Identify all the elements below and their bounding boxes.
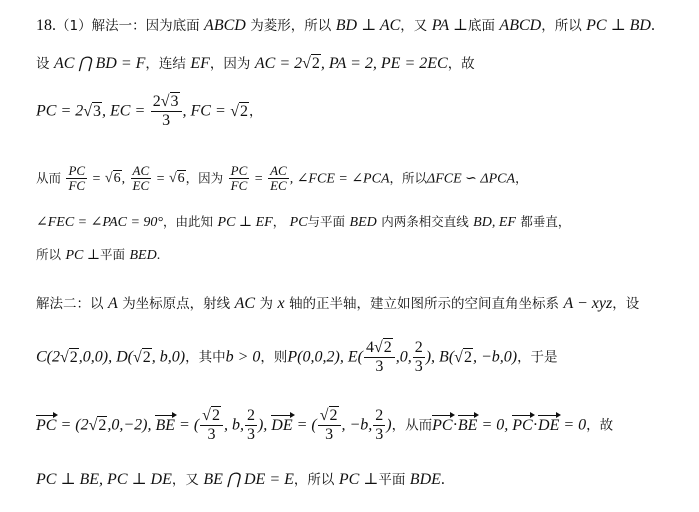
text: 所以	[36, 247, 62, 262]
fraction	[373, 408, 385, 443]
text: 为	[259, 296, 274, 312]
math: = 0	[559, 416, 587, 434]
math: PC = 2	[36, 102, 84, 120]
math: PC	[512, 416, 533, 434]
method-1-label: 解法一：	[91, 18, 146, 34]
math: 3	[162, 111, 171, 129]
fraction	[229, 164, 250, 193]
math: PC ⊥	[338, 471, 379, 488]
math: 3	[246, 425, 255, 443]
math: 2	[463, 348, 472, 366]
line-8: C(2√2,0,0), D(√2, b,0)，其中b > 0，则P(0,0,2), E( $\frac{4√2}{3}$ ,0, $\frac{2}{3}$ ), B(√2, −b,0)，于是	[36, 339, 558, 375]
text: 为坐标原点，射线	[122, 296, 231, 312]
math: AC	[132, 163, 150, 178]
text: 为菱形，所以	[250, 18, 332, 34]
fraction: $\frac{4√2}{3}$	[364, 340, 395, 375]
math: PC	[230, 163, 248, 178]
fraction	[66, 164, 87, 193]
math: ·	[532, 416, 539, 434]
math: , FC =	[182, 102, 226, 120]
math: =	[92, 171, 101, 187]
math: 2	[211, 407, 220, 424]
math: BED	[349, 215, 377, 230]
math: 2	[329, 407, 338, 424]
math: ΔFCE ∽ ΔPCA	[427, 171, 516, 187]
text: ，	[272, 214, 286, 229]
math: 3	[170, 93, 179, 110]
text: 平面	[100, 247, 126, 262]
math: AC ⋂ BD = F	[53, 55, 146, 72]
math: 2	[246, 407, 255, 424]
math: EF	[190, 55, 210, 72]
math: BE ⋂ DE = E	[203, 471, 294, 488]
fraction: $\frac{√2}{3}$	[200, 408, 223, 443]
math: , b,	[223, 416, 244, 434]
math: =	[156, 171, 165, 187]
fraction	[131, 164, 152, 193]
text: ，从而	[391, 417, 433, 434]
math: ), B(	[425, 348, 455, 366]
text: 从而	[36, 170, 62, 186]
math: x	[277, 295, 285, 312]
text: ，其中	[185, 349, 226, 366]
math: ABCD	[204, 17, 246, 34]
line-6	[36, 245, 160, 264]
math: 3	[207, 425, 216, 443]
part-label: （1）	[56, 18, 92, 34]
math: )	[386, 416, 392, 434]
text: 都垂直，	[520, 214, 571, 229]
math: BDE	[409, 471, 441, 488]
line-5	[36, 212, 570, 231]
text: ，于是	[517, 349, 558, 366]
math: BD, EF	[473, 215, 516, 230]
text: ，因为	[185, 170, 224, 186]
math: BD ⊥ AC	[335, 17, 401, 34]
math: 2	[414, 339, 423, 356]
math: EC	[132, 177, 150, 193]
math: =	[254, 171, 263, 187]
math: PC	[68, 163, 86, 178]
text: ，又	[171, 472, 199, 488]
math: PC ⊥	[65, 248, 101, 263]
math: BED	[129, 248, 157, 263]
text: 因为底面	[145, 18, 200, 34]
math: AC	[234, 295, 256, 312]
math: PC	[289, 215, 308, 230]
math: , −b,0)	[472, 348, 518, 366]
fraction: $\frac{2√3}{3}$	[151, 94, 182, 129]
math: A	[107, 295, 118, 312]
math: 3	[325, 425, 334, 443]
text: 以	[90, 296, 104, 312]
math: ,0,0), D(	[78, 348, 133, 366]
math: PC ⊥ BE, PC ⊥ DE	[36, 471, 172, 488]
math: 6	[113, 171, 121, 187]
math: 2	[69, 348, 78, 366]
text: ，由此知	[163, 214, 214, 229]
text: ，设	[612, 296, 640, 312]
math: ·	[452, 416, 458, 434]
line-1: 18.（1）解法一：因为底面 ABCD 为菱形，所以 BD ⊥ AC，又 PA ⊥底面 ABCD，所以 PC ⊥ BD.	[36, 17, 655, 34]
math: P(0,0,2), E(	[287, 348, 363, 366]
math: = (	[292, 416, 317, 434]
math: , EC =	[102, 102, 146, 120]
fraction	[268, 164, 289, 193]
math: PC	[432, 416, 453, 434]
math: 3	[93, 102, 102, 120]
text: 轴的正半轴，建立如图所示的空间直角坐标系	[289, 296, 560, 312]
fraction	[245, 408, 257, 443]
method-2-label: 解法二：	[36, 296, 90, 312]
math: PA ⊥	[431, 17, 468, 34]
math: = (2	[56, 416, 89, 434]
math: A − xyz	[563, 295, 613, 312]
text: 内两条相交直线	[381, 214, 469, 229]
math: b > 0	[225, 348, 261, 366]
math: DE	[271, 416, 293, 434]
text: .	[440, 471, 445, 488]
text: ，又	[400, 18, 428, 34]
math: ,0,	[395, 348, 412, 366]
line-7	[36, 292, 639, 313]
line-10	[36, 468, 445, 489]
text: 底面	[467, 18, 495, 34]
math: BE	[457, 416, 478, 434]
math: 2	[142, 348, 151, 366]
math: , b,0)	[151, 348, 186, 366]
math: 3	[414, 357, 423, 375]
math: DE	[538, 416, 560, 434]
line-2: 设 AC ⋂ BD = F，连结 EF，因为 AC = 2√2, PA = 2, PE = 2EC，故	[36, 55, 475, 72]
math: BE	[155, 416, 176, 434]
math: FC	[68, 177, 86, 193]
math: C(2	[36, 348, 60, 366]
math: 4	[365, 339, 374, 356]
math: PC	[36, 416, 57, 434]
math: , −b,	[341, 416, 373, 434]
text: 设	[36, 56, 50, 72]
math: 2	[383, 339, 392, 356]
math: 3	[375, 425, 384, 443]
text: ，故	[447, 56, 475, 72]
text: 与平面	[307, 214, 346, 229]
math: 2	[240, 102, 248, 120]
math: 2	[375, 407, 384, 424]
line-4: 从而 $\frac{PC}{FC}$ = √6, $\frac{AC}{EC}$ = √6，因为 $\frac{PC}{FC}$ = $\frac{AC}{EC}$ , ∠FCE = ∠PCA，所以ΔFCE ∽ ΔPCA，	[36, 163, 528, 193]
text: ，连结	[145, 56, 186, 72]
math: ABCD	[499, 17, 542, 34]
math: 3	[375, 357, 384, 375]
fraction: $\frac{√2}{3}$	[318, 408, 341, 443]
math: ),	[257, 416, 272, 434]
text: ，所以	[293, 472, 335, 488]
text: ，所以	[389, 170, 428, 186]
text: ，所以	[541, 18, 582, 34]
math: 2	[98, 416, 107, 434]
math: = 0,	[477, 416, 513, 434]
line-3: PC = 2√3, EC = $\frac{2√3}{3}$ , FC = √2，	[36, 93, 263, 129]
math: = (	[175, 416, 200, 434]
text: ，则	[260, 349, 288, 366]
text: ，因为	[209, 56, 251, 72]
problem-number: 18.	[36, 17, 56, 34]
text: ，故	[586, 417, 614, 434]
math: , ∠FCE = ∠PCA	[289, 171, 390, 187]
math: 2	[311, 55, 320, 72]
math: EC	[270, 177, 287, 193]
math: PC ⊥ BD	[586, 17, 651, 34]
math: AC = 2	[254, 55, 303, 72]
text: ，	[249, 103, 263, 120]
math: 2	[152, 93, 161, 110]
math: FC	[230, 177, 248, 193]
line-9: PC = (2√2,0,−2), BE = ( $\frac{√2}{3}$ , b, $\frac{2}{3}$ ), DE = ( $\frac{√2}{3}$ , −b, $\frac{2}{3}$ )，从而PC·BE = 0, PC·DE = 0，故	[36, 407, 614, 443]
text: .	[156, 248, 161, 263]
math: ,0,−2),	[107, 416, 156, 434]
math: , PA = 2, PE = 2EC	[320, 55, 448, 72]
math: ∠FEC = ∠PAC = 90°	[36, 215, 164, 230]
math: AC	[270, 163, 287, 178]
math: PC ⊥ EF	[217, 215, 273, 230]
math: 6	[177, 171, 185, 187]
fraction	[413, 340, 425, 375]
math: ，	[515, 170, 528, 186]
text: 平面	[378, 472, 406, 488]
